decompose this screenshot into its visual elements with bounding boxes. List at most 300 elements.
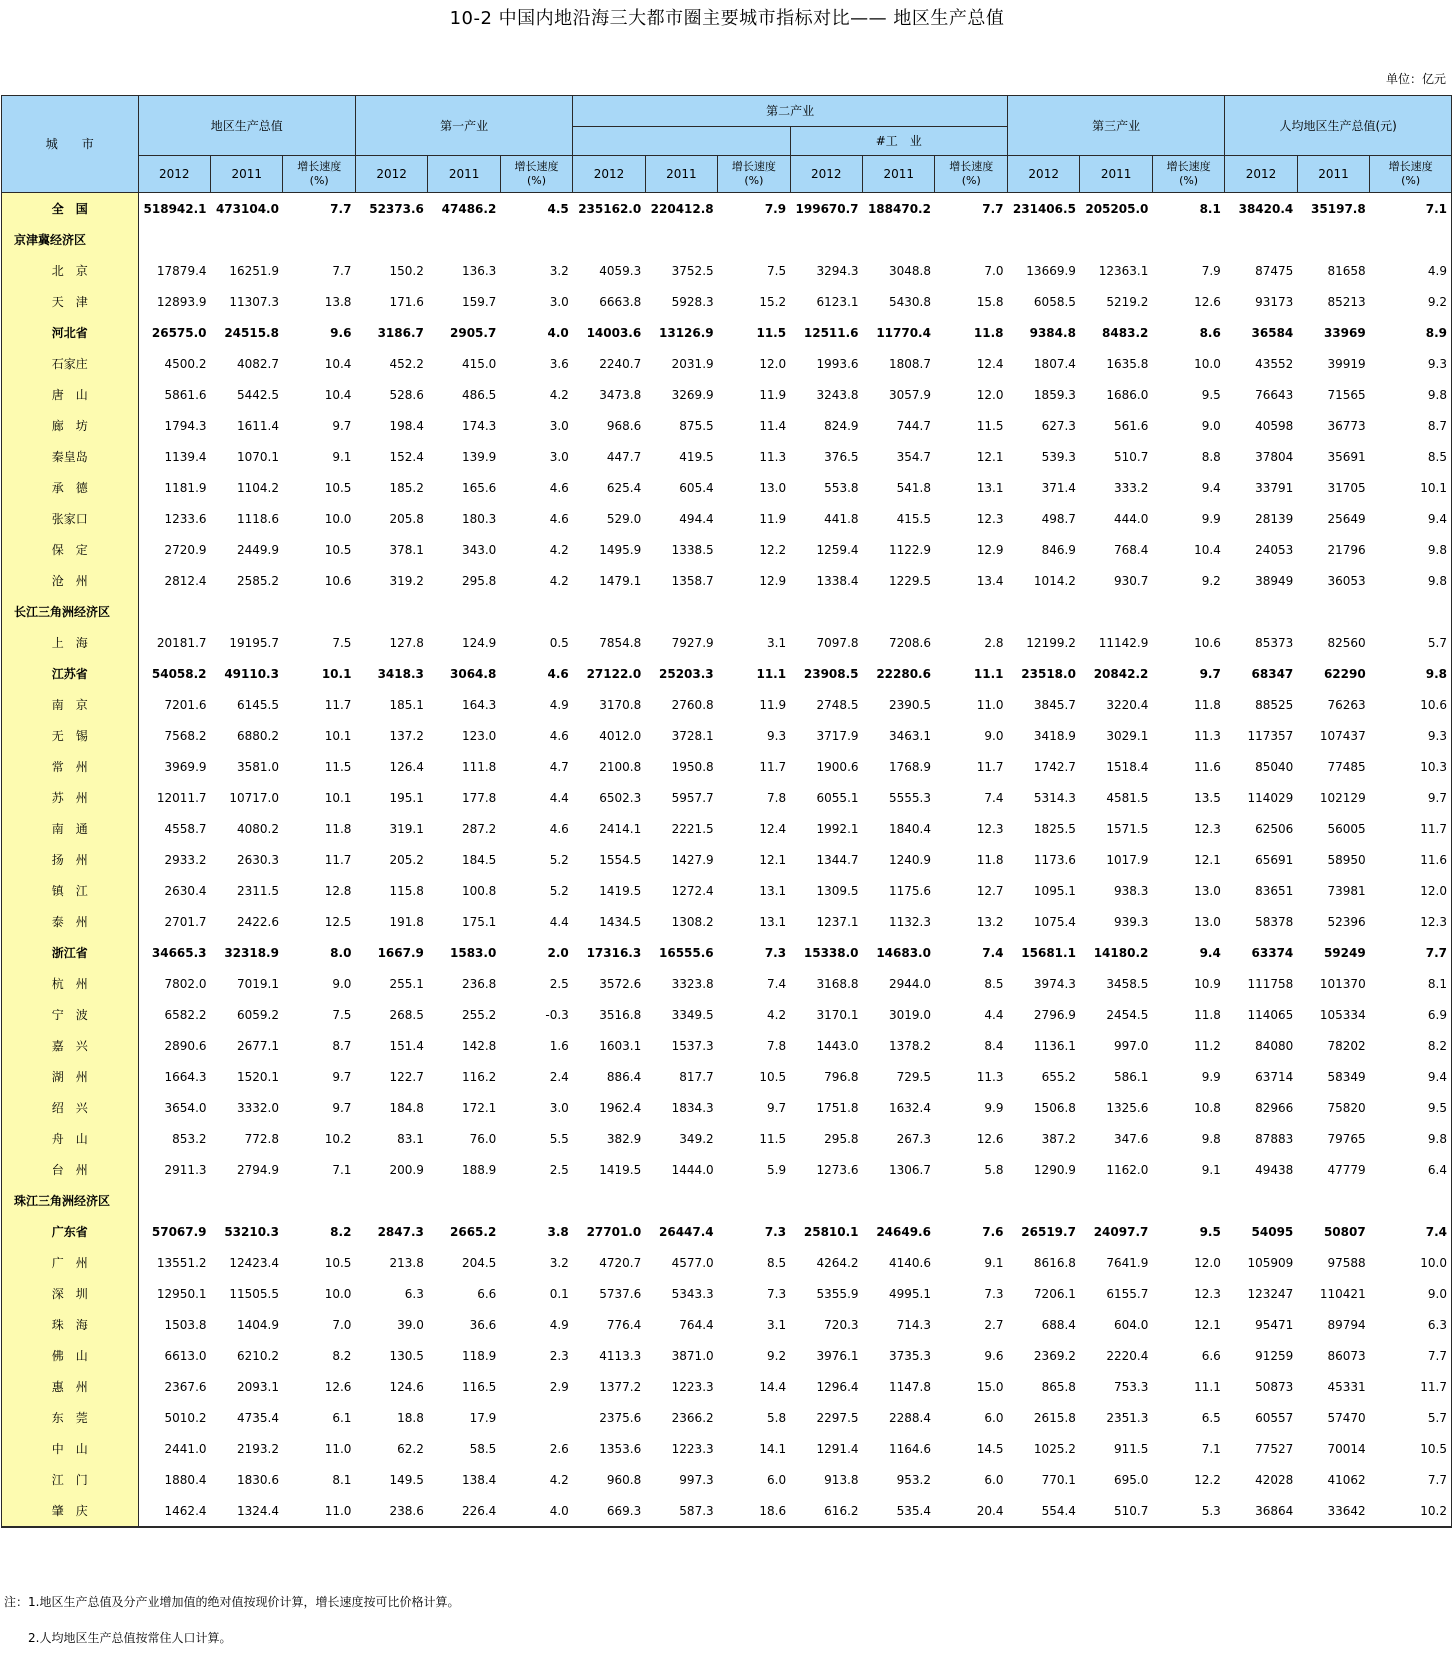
table-cell: 12.3: [1370, 906, 1452, 937]
table-cell: 4.2: [549, 1472, 569, 1487]
table-cell: 3057.9: [888, 387, 931, 402]
table-cell: 16555.6: [659, 945, 714, 960]
table-cell: [573, 596, 645, 627]
table-cell: 3752.5: [671, 263, 714, 278]
table-cell: 2760.8: [671, 697, 714, 712]
table-cell: 9.7: [767, 1100, 787, 1115]
table-row: [2, 658, 1452, 689]
table-cell: [355, 224, 427, 255]
table-cell: 87883: [1255, 1131, 1294, 1146]
table-cell: 5957.7: [671, 790, 714, 805]
table-cell: 15.2: [759, 294, 787, 309]
table-cell: 625.4: [606, 480, 642, 495]
table-cell: 3.0: [549, 418, 569, 433]
table-cell: 21796: [1327, 542, 1366, 557]
table-cell: 9.0: [1201, 418, 1221, 433]
table-cell: 1272.4: [671, 883, 714, 898]
table-cell: [355, 596, 427, 627]
table-cell: 14.5: [976, 1441, 1004, 1456]
table-cell: 63374: [1251, 945, 1294, 960]
table-cell: 12.0: [1370, 875, 1452, 906]
table-cell: 9.0: [332, 976, 352, 991]
table-cell: 3.2: [549, 1255, 569, 1270]
table-cell: 138.4: [461, 1472, 497, 1487]
table-cell: 10.2: [1370, 1495, 1452, 1527]
table-cell: 22280.6: [876, 666, 931, 681]
city-name: 嘉 兴: [2, 1030, 139, 1061]
table-cell: 1377.2: [599, 1379, 642, 1394]
table-cell: 1273.6: [816, 1162, 859, 1177]
table-cell: 152.4: [389, 449, 424, 464]
table-cell: 3458.5: [1106, 976, 1149, 991]
table-cell: 76643: [1255, 387, 1294, 402]
table-cell: [1080, 596, 1152, 627]
table-cell: 9.4: [1199, 945, 1221, 960]
table-cell: 3516.8: [599, 1007, 642, 1022]
table-cell: 3418.3: [377, 666, 424, 681]
city-name: 张家口: [2, 503, 139, 534]
table-cell: 11.0: [976, 697, 1004, 712]
table-cell: 554.4: [1007, 1495, 1079, 1527]
table-cell: 255.1: [389, 976, 424, 991]
table-cell: 10717.0: [229, 790, 279, 805]
table-row: [2, 193, 1452, 225]
table-cell: 11.7: [1370, 1371, 1452, 1402]
table-cell: 1993.6: [816, 356, 859, 371]
table-cell: 62506: [1255, 821, 1294, 836]
table-row: [2, 255, 1452, 286]
table-cell: 91259: [1255, 1348, 1294, 1363]
table-cell: 1554.5: [599, 852, 642, 867]
table-cell: 139.9: [461, 449, 497, 464]
table-cell: 655.2: [1041, 1069, 1076, 1084]
city-name: 江苏省: [2, 658, 139, 689]
table-cell: 175.1: [461, 914, 497, 929]
table-cell: 7802.0: [164, 976, 207, 991]
table-cell: 2220.4: [1106, 1348, 1149, 1363]
table-cell: 11.7: [1370, 813, 1452, 844]
table-cell: 4.5: [547, 201, 569, 216]
table-cell: 12.1: [1194, 1317, 1221, 1332]
header-tertiary: 第三产业: [1007, 96, 1224, 156]
table-cell: 220412.8: [650, 201, 714, 216]
table-cell: 4.9: [1370, 255, 1452, 286]
region-row: [2, 224, 1452, 255]
table-cell: 11.8: [976, 852, 1004, 867]
table-cell: 15338.0: [803, 945, 859, 960]
table-cell: 7.0: [332, 1317, 352, 1332]
table-cell: 9.4: [1370, 503, 1452, 534]
table-cell: 1240.9: [888, 852, 931, 867]
header-year-2012: 2012: [355, 156, 427, 193]
table-cell: 13.1: [759, 914, 787, 929]
table-cell: 11.2: [1194, 1038, 1221, 1053]
table-cell: 8616.8: [1033, 1255, 1076, 1270]
table-cell: 1632.4: [888, 1100, 931, 1115]
city-name: 京津冀经济区: [2, 224, 139, 255]
table-cell: 510.7: [1080, 1495, 1152, 1527]
city-name: 镇 江: [2, 875, 139, 906]
table-cell: 12.8: [324, 883, 352, 898]
table-cell: 768.4: [1114, 542, 1149, 557]
table-cell: 5.9: [767, 1162, 787, 1177]
table-cell: 20.4: [935, 1495, 1008, 1527]
table-cell: 604.0: [1114, 1317, 1149, 1332]
table-cell: 7.7: [1370, 937, 1452, 968]
table-row: [2, 472, 1452, 503]
table-row: [2, 379, 1452, 410]
table-cell: 5.8: [984, 1162, 1004, 1177]
header-growth: [1152, 156, 1224, 193]
city-name: 秦皇岛: [2, 441, 139, 472]
table-cell: [355, 1185, 427, 1216]
table-cell: 56005: [1327, 821, 1366, 836]
table-cell: 1667.9: [377, 945, 424, 960]
table-cell: 11.4: [759, 418, 787, 433]
table-cell: 535.4: [863, 1495, 935, 1527]
city-name: 杭 州: [2, 968, 139, 999]
table-cell: 6.5: [1201, 1410, 1221, 1425]
table-cell: 12.3: [1194, 821, 1221, 836]
city-name: 肇 庆: [2, 1495, 139, 1527]
table-cell: 188.9: [461, 1162, 497, 1177]
table-cell: 14.1: [759, 1441, 787, 1456]
table-cell: 7641.9: [1106, 1255, 1149, 1270]
table-cell: 2630.3: [236, 852, 279, 867]
table-cell: 124.6: [389, 1379, 424, 1394]
table-cell: 6502.3: [599, 790, 642, 805]
table-cell: 93173: [1255, 294, 1294, 309]
header-growth-unit: (%): [744, 174, 764, 187]
table-cell: 24097.7: [1093, 1224, 1149, 1239]
table-cell: 36773: [1327, 418, 1366, 433]
gdp-table: [1, 95, 1452, 1528]
city-name: 全 国: [2, 193, 139, 225]
table-cell: 11.7: [324, 697, 352, 712]
table-cell: 7.4: [982, 945, 1004, 960]
table-cell: 669.3: [573, 1495, 645, 1527]
city-name: 泰 州: [2, 906, 139, 937]
header-growth: [500, 156, 572, 193]
table-cell: 968.6: [606, 418, 642, 433]
table-cell: 13551.2: [156, 1255, 207, 1270]
table-cell: 2441.0: [164, 1441, 207, 1456]
table-cell: 9.3: [1370, 348, 1452, 379]
table-cell: 4.4: [549, 914, 569, 929]
table-cell: 36584: [1251, 325, 1294, 340]
table-cell: 9.2: [1370, 286, 1452, 317]
table-cell: 199670.7: [795, 201, 859, 216]
table-cell: [428, 1185, 500, 1216]
table-cell: 83.1: [397, 1131, 424, 1146]
table-cell: 7.3: [767, 1286, 787, 1301]
table-cell: [645, 596, 717, 627]
table-cell: 587.3: [645, 1495, 717, 1527]
header-growth-label: 增长速度: [731, 159, 776, 173]
table-cell: 77527: [1255, 1441, 1294, 1456]
table-cell: 6145.5: [236, 697, 279, 712]
table-cell: 110421: [1319, 1286, 1366, 1301]
table-row: [2, 1340, 1452, 1371]
table-cell: 15.0: [976, 1379, 1004, 1394]
table-cell: 1794.3: [164, 418, 207, 433]
table-cell: 1518.4: [1106, 759, 1149, 774]
table-cell: 3323.8: [671, 976, 714, 991]
city-name: 浙江省: [2, 937, 139, 968]
table-cell: 586.1: [1114, 1069, 1149, 1084]
table-cell: 9.7: [332, 1100, 352, 1115]
table-cell: 8.2: [1370, 1030, 1452, 1061]
table-cell: 4.7: [549, 759, 569, 774]
table-cell: 2.9: [549, 1379, 569, 1394]
table-cell: 4500.2: [164, 356, 207, 371]
table-cell: 4558.7: [164, 821, 207, 836]
table-cell: 2677.1: [236, 1038, 279, 1053]
header-secondary-total: [573, 127, 790, 156]
table-cell: 1404.9: [236, 1317, 279, 1332]
table-cell: 553.8: [824, 480, 859, 495]
table-cell: 5.7: [1370, 1402, 1452, 1433]
table-cell: 10.4: [324, 387, 352, 402]
city-name: 扬 州: [2, 844, 139, 875]
table-row: [2, 348, 1452, 379]
table-cell: 688.4: [1041, 1317, 1076, 1332]
table-cell: 3735.3: [888, 1348, 931, 1363]
table-row: [2, 317, 1452, 348]
table-cell: 772.8: [244, 1131, 279, 1146]
table-cell: 8.4: [984, 1038, 1004, 1053]
table-cell: [500, 1185, 572, 1216]
table-cell: 35197.8: [1311, 201, 1366, 216]
table-cell: 117357: [1247, 728, 1294, 743]
table-cell: 7.8: [767, 790, 787, 805]
table-row: [2, 844, 1452, 875]
table-cell: 3572.6: [599, 976, 642, 991]
table-cell: 2933.2: [164, 852, 207, 867]
table-cell: 7.8: [767, 1038, 787, 1053]
table-cell: 14180.2: [1093, 945, 1149, 960]
table-cell: 9.1: [984, 1255, 1004, 1270]
table-cell: [1080, 224, 1152, 255]
table-cell: 9.8: [1370, 658, 1452, 689]
table-cell: 2366.2: [671, 1410, 714, 1425]
table-cell: 17879.4: [156, 263, 207, 278]
table-cell: 5343.3: [671, 1286, 714, 1301]
table-cell: 753.3: [1114, 1379, 1149, 1394]
table-cell: 1443.0: [816, 1038, 859, 1053]
table-cell: 2.4: [549, 1069, 569, 1084]
table-cell: 4.6: [549, 821, 569, 836]
table-cell: 4.4: [984, 1007, 1004, 1022]
table-row: [2, 782, 1452, 813]
city-name: 上 海: [2, 627, 139, 658]
table-cell: 39.0: [397, 1317, 424, 1332]
table-cell: 7206.1: [1033, 1286, 1076, 1301]
table-cell: 26519.7: [1021, 1224, 1076, 1239]
table-cell: 1104.2: [236, 480, 279, 495]
table-cell: 1768.9: [888, 759, 931, 774]
table-cell: 997.3: [679, 1472, 714, 1487]
table-cell: 11.1: [973, 666, 1004, 681]
table-cell: 4.0: [547, 325, 569, 340]
table-cell: 5.2: [549, 883, 569, 898]
table-cell: 1751.8: [816, 1100, 859, 1115]
table-cell: 10.3: [1370, 751, 1452, 782]
table-cell: 47779: [1327, 1162, 1366, 1177]
table-cell: 171.6: [389, 294, 424, 309]
table-cell: 2812.4: [164, 573, 207, 588]
table-cell: 5314.3: [1033, 790, 1076, 805]
table-cell: 10.5: [324, 542, 352, 557]
table-cell: 24515.8: [224, 325, 279, 340]
table-cell: 10.6: [324, 573, 352, 588]
table-cell: 0.5: [549, 635, 569, 650]
table-row: [2, 1061, 1452, 1092]
city-name: 长江三角洲经济区: [2, 596, 139, 627]
region-row: [2, 596, 1452, 627]
header-year-row: [2, 156, 1452, 193]
table-cell: 347.6: [1114, 1131, 1149, 1146]
table-cell: 3048.8: [888, 263, 931, 278]
city-name: 保 定: [2, 534, 139, 565]
city-name: 石家庄: [2, 348, 139, 379]
table-cell: 33969: [1323, 325, 1366, 340]
header-growth-unit: (%): [1179, 174, 1199, 187]
table-cell: 2422.6: [236, 914, 279, 929]
table-cell: 6059.2: [236, 1007, 279, 1022]
table-cell: 1324.4: [211, 1495, 283, 1527]
city-name: 东 莞: [2, 1402, 139, 1433]
table-cell: 107437: [1319, 728, 1366, 743]
table-cell: 2.7: [984, 1317, 1004, 1332]
table-cell: 9.7: [332, 1069, 352, 1084]
table-cell: 939.3: [1114, 914, 1149, 929]
table-cell: 111758: [1247, 976, 1294, 991]
header-per-capita: 人均地区生产总值(元): [1225, 96, 1452, 156]
header-growth: [1370, 156, 1452, 193]
table-cell: 6.3: [1370, 1309, 1452, 1340]
table-cell: 376.5: [824, 449, 859, 464]
header-year-2012: 2012: [1225, 156, 1297, 193]
table-cell: 1742.7: [1033, 759, 1076, 774]
table-cell: 12950.1: [156, 1286, 207, 1301]
table-cell: [428, 596, 500, 627]
table-cell: 13.1: [759, 883, 787, 898]
table-cell: 319.2: [389, 573, 424, 588]
table-cell: 1495.9: [599, 542, 642, 557]
table-cell: 12.3: [976, 821, 1004, 836]
table-cell: 4.6: [549, 728, 569, 743]
table-cell: 10.0: [324, 511, 352, 526]
table-cell: 3269.9: [671, 387, 714, 402]
table-cell: 1378.2: [888, 1038, 931, 1053]
table-cell: 10.4: [1194, 542, 1221, 557]
table-cell: 9.4: [1370, 1061, 1452, 1092]
table-cell: 4113.3: [599, 1348, 642, 1363]
table-cell: 2375.6: [599, 1410, 642, 1425]
table-cell: 12.9: [759, 573, 787, 588]
table-cell: [1007, 596, 1079, 627]
table-cell: 10.8: [1194, 1100, 1221, 1115]
table-cell: 3871.0: [671, 1348, 714, 1363]
table-cell: 295.8: [824, 1131, 859, 1146]
table-cell: [1225, 1185, 1297, 1216]
table-row: [2, 968, 1452, 999]
table-cell: 9.8: [1370, 379, 1452, 410]
table-cell: 6663.8: [599, 294, 642, 309]
table-cell: 2.6: [549, 1441, 569, 1456]
table-cell: 4.2: [767, 1007, 787, 1022]
table-cell: 12.6: [1194, 294, 1221, 309]
table-cell: 3845.7: [1033, 697, 1076, 712]
table-cell: 11.1: [1194, 1379, 1221, 1394]
table-cell: 149.5: [389, 1472, 424, 1487]
table-cell: 6613.0: [164, 1348, 207, 1363]
table-row: [2, 410, 1452, 441]
table-cell: 7.3: [764, 945, 787, 960]
table-cell: 441.8: [824, 511, 859, 526]
table-cell: 354.7: [896, 449, 931, 464]
table-cell: 33791: [1255, 480, 1294, 495]
table-cell: 87475: [1255, 263, 1294, 278]
table-cell: 1825.5: [1033, 821, 1076, 836]
table-cell: 473104.0: [215, 201, 279, 216]
table-cell: 20842.2: [1093, 666, 1149, 681]
table-cell: [138, 224, 210, 255]
table-row: [2, 689, 1452, 720]
table-cell: 9.2: [1201, 573, 1221, 588]
table-cell: 776.4: [606, 1317, 642, 1332]
table-cell: 2.5: [549, 976, 569, 991]
table-cell: [1297, 1185, 1369, 1216]
table-cell: 1229.5: [888, 573, 931, 588]
table-cell: 12199.2: [1026, 635, 1076, 650]
table-cell: 16251.9: [229, 263, 279, 278]
table-cell: 12.4: [976, 356, 1004, 371]
table-cell: [211, 596, 283, 627]
table-cell: 45331: [1327, 1379, 1366, 1394]
table-cell: 9.5: [1199, 1224, 1221, 1239]
table-cell: 2288.4: [888, 1410, 931, 1425]
table-cell: 26447.4: [659, 1224, 714, 1239]
table-cell: 111.8: [461, 759, 497, 774]
table-row: [2, 1092, 1452, 1123]
table-cell: 2454.5: [1106, 1007, 1149, 1022]
table-cell: 1173.6: [1033, 852, 1076, 867]
table-cell: 8.0: [330, 945, 352, 960]
table-cell: 9.4: [1201, 480, 1221, 495]
table-cell: 9.5: [1370, 1092, 1452, 1123]
table-cell: 235162.0: [578, 201, 642, 216]
table-cell: 1571.5: [1106, 821, 1149, 836]
table-cell: 10.5: [324, 1255, 352, 1270]
table-cell: 1537.3: [671, 1038, 714, 1053]
table-cell: 1291.4: [816, 1441, 859, 1456]
table-cell: 10.1: [321, 666, 352, 681]
table-cell: 8.8: [1201, 449, 1221, 464]
table-cell: 1427.9: [671, 852, 714, 867]
table-cell: 561.6: [1114, 418, 1149, 433]
table-cell: 5.8: [767, 1410, 787, 1425]
table-cell: 27701.0: [586, 1224, 642, 1239]
table-cell: 529.0: [606, 511, 642, 526]
table-cell: 78202: [1327, 1038, 1366, 1053]
table-cell: 12.0: [1194, 1255, 1221, 1270]
table-cell: 10.0: [324, 1286, 352, 1301]
table-cell: 101370: [1319, 976, 1366, 991]
table-cell: 126.4: [389, 759, 424, 774]
table-cell: 33642: [1297, 1495, 1369, 1527]
